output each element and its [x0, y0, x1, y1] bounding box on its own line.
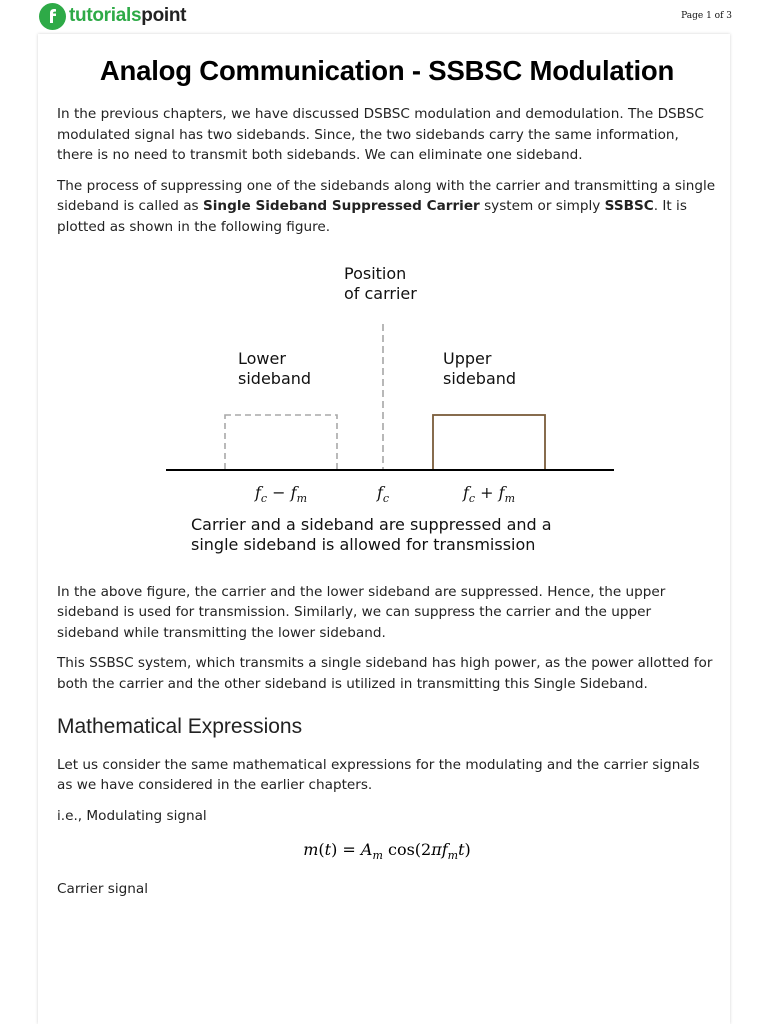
upper-sideband-label-1: Upper	[443, 348, 492, 368]
para2-end-text: . It is plotted as shown in the following figure.	[57, 198, 687, 235]
paragraph-math-intro: Let us consider the same mathematical expressions for the modulating and the carrier signals as we have considered in the earlier chapters.	[57, 756, 700, 794]
paragraph-modulating-signal: i.e., Modulating signal	[57, 807, 207, 824]
paragraph-intro: In the previous chapters, we have discussed DSBSC modulation and demodulation. The DSBSC modulated signal has two sidebands. Since, the two sidebands carry the same information, there is no need to transmit both sidebands. We can eliminate one sideband.	[57, 106, 704, 164]
logo-text: tutorialspoint	[69, 5, 187, 26]
lower-sideband-label-1: Lower	[238, 348, 286, 368]
paragraph-ssbsc-definition	[57, 176, 717, 238]
upper-sideband	[433, 415, 545, 470]
top-bar	[0, 0, 768, 34]
lower-sideband-label-2: sideband	[238, 368, 312, 388]
tutorialspoint-logo[interactable]	[39, 2, 186, 30]
paragraph-carrier-signal: Carrier signal	[57, 880, 149, 897]
paragraph-figure-explanation: In the above figure, the carrier and the lower sideband are suppressed. Hence, the upper sideband is used for transmission. Similarly, we can suppress the carrier and the upper sideband while transmitting the lower sideband.	[57, 583, 666, 641]
section-heading-math: Mathematical Expressions	[57, 714, 303, 738]
figure-caption-2: single sideband is allowed for transmission	[191, 534, 536, 554]
upper-sideband-label-2: sideband	[443, 368, 517, 388]
tick-label-fc-plus-fm: $f_c + f_m$	[462, 482, 516, 505]
carrier-position-label-1: Position	[344, 263, 407, 283]
ssbsc-abbrev: SSBSC	[604, 198, 654, 215]
lower-sideband-suppressed	[225, 415, 337, 470]
ssbsc-spectrum-figure	[57, 248, 717, 582]
article-body	[57, 56, 717, 909]
ssbsc-full-term: Single Sideband Suppressed Carrier	[202, 198, 480, 215]
formula-modulating-signal: $m(t) = A_m$ $\cos(2\pi f_mt)$	[303, 840, 471, 863]
tick-label-fc: $f_c$	[376, 482, 390, 505]
paragraph-ssbsc-power: This SSBSC system, which transmits a single sideband has high power, as the power allotted for both the carrier and the other sideband is utilized in transmitting this Single Sideband.	[57, 655, 713, 692]
para2-start-text: The process of suppressing one of the sidebands along with the carrier and transmitting a single sideband is called as	[57, 177, 716, 215]
tick-label-fc-minus-fm: $f_c - f_m$	[254, 482, 308, 505]
para2-mid-text: system or simply	[479, 198, 605, 215]
document-page	[38, 34, 730, 1024]
figure-caption-1: Carrier and a sideband are suppressed and a	[191, 514, 552, 534]
logo-mark-icon	[39, 3, 66, 30]
page-title: Analog Communication - SSBSC Modulation	[99, 55, 675, 86]
page-indicator: Page 1 of 3	[681, 11, 732, 21]
carrier-position-label-2: of carrier	[344, 283, 417, 303]
